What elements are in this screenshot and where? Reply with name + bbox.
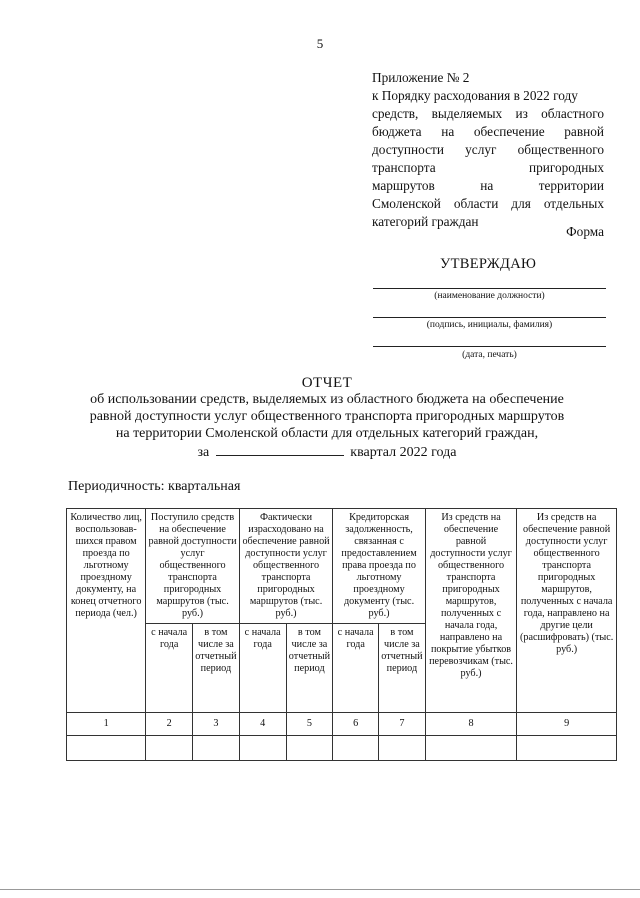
- period-prefix: за: [197, 445, 210, 460]
- column-number-row: [67, 713, 617, 736]
- header-other-purposes: Из средств на обеспечение равной доступности услуг общественного транспорта пригородных маршрутов, полученных с начала года, направлено на другие цели (расшифровать) (тыс. руб.): [517, 509, 617, 713]
- subheader-period: в том числе за отчетный период: [193, 624, 240, 713]
- column-number: 8: [425, 713, 516, 736]
- date-caption: (дата, печать): [462, 350, 517, 360]
- column-number: 7: [379, 713, 426, 736]
- table-cell[interactable]: [425, 736, 516, 761]
- page-bottom-rule: [0, 889, 640, 890]
- appendix-line: маршрутов на территории: [372, 178, 604, 193]
- report-title: ОТЧЕТ: [301, 375, 353, 391]
- header-payables: Кредиторская задолженность, связанная с предоставлением права проезда по льготному проездному документу (тыс. руб.): [333, 509, 426, 624]
- report-subtitle-line: равной доступности услуг общественного транспорта пригородных маршрутов: [89, 409, 565, 424]
- subheader-ytd: с начала года: [146, 624, 193, 713]
- table-cell[interactable]: [379, 736, 426, 761]
- appendix-line: Приложение № 2: [372, 70, 470, 85]
- table-cell[interactable]: [193, 736, 240, 761]
- column-number: 9: [517, 713, 617, 736]
- column-number: 5: [286, 713, 333, 736]
- subheader-ytd: с начала года: [333, 624, 379, 713]
- header-carrier-losses: Из средств на обеспечение равной доступности услуг общественного транспорта пригородных маршрутов, полученных с начала года, направлено на покрытие убытков перевозчикам (тыс. руб.): [425, 509, 516, 713]
- page-number: 5: [316, 36, 324, 51]
- form-label: Форма: [566, 224, 604, 239]
- header-people-count: Количество лиц, воспользовав-шихся правом проезда по льготному проездному документу, на конец отчетного периода (чел.): [67, 509, 146, 713]
- position-caption: (наименование должности): [434, 291, 545, 301]
- table-cell[interactable]: [517, 736, 617, 761]
- header-received-funds: Поступило средств на обеспечение равной доступности услуг общественного транспорта пригородных маршрутов (тыс. руб.): [146, 509, 240, 624]
- appendix-line: Смоленской области для отдельных: [372, 196, 604, 211]
- approval-heading: УТВЕРЖДАЮ: [440, 256, 537, 272]
- table-cell[interactable]: [146, 736, 193, 761]
- table-cell[interactable]: [239, 736, 286, 761]
- period-suffix: квартал 2022 года: [350, 445, 457, 460]
- table-cell[interactable]: [333, 736, 379, 761]
- report-subtitle-line: на территории Смоленской области для отдельных категорий граждан,: [115, 426, 539, 441]
- report-subtitle-line: об использовании средств, выделяемых из областного бюджета на обеспечение: [90, 392, 564, 407]
- subheader-ytd: с начала года: [239, 624, 286, 713]
- column-number: 3: [193, 713, 240, 736]
- header-spent-funds: Фактически израсходовано на обеспечение равной доступности услуг общественного транспорта пригородных маршрутов (тыс. руб.): [239, 509, 333, 624]
- table-row: [67, 736, 617, 761]
- report-period: [0, 443, 640, 461]
- column-number: 4: [239, 713, 286, 736]
- table-cell[interactable]: [286, 736, 333, 761]
- subheader-period: в том числе за отчетный период: [286, 624, 333, 713]
- subheader-period: в том числе за отчетный период: [379, 624, 426, 713]
- column-number: 1: [67, 713, 146, 736]
- table-header-row: [67, 509, 617, 624]
- date-signature-line: [373, 346, 606, 347]
- signature-line: [373, 317, 606, 318]
- column-number: 2: [146, 713, 193, 736]
- appendix-line: транспорта пригородных: [372, 160, 604, 175]
- column-number: 6: [333, 713, 379, 736]
- signature-caption: (подпись, инициалы, фамилия): [426, 320, 553, 330]
- appendix-line: доступности услуг общественного: [372, 142, 604, 157]
- position-signature-line: [373, 288, 606, 289]
- appendix-line: к Порядку расходования в 2022 году: [372, 88, 578, 103]
- periodicity-label: Периодичность: квартальная: [68, 479, 241, 494]
- period-blank-field[interactable]: [216, 443, 344, 456]
- report-table: [66, 508, 617, 761]
- table-cell[interactable]: [67, 736, 146, 761]
- appendix-line: бюджета на обеспечение равной: [372, 124, 604, 139]
- appendix-block: [372, 69, 604, 231]
- appendix-line: категорий граждан: [372, 214, 479, 229]
- appendix-line: средств, выделяемых из областного: [372, 106, 604, 121]
